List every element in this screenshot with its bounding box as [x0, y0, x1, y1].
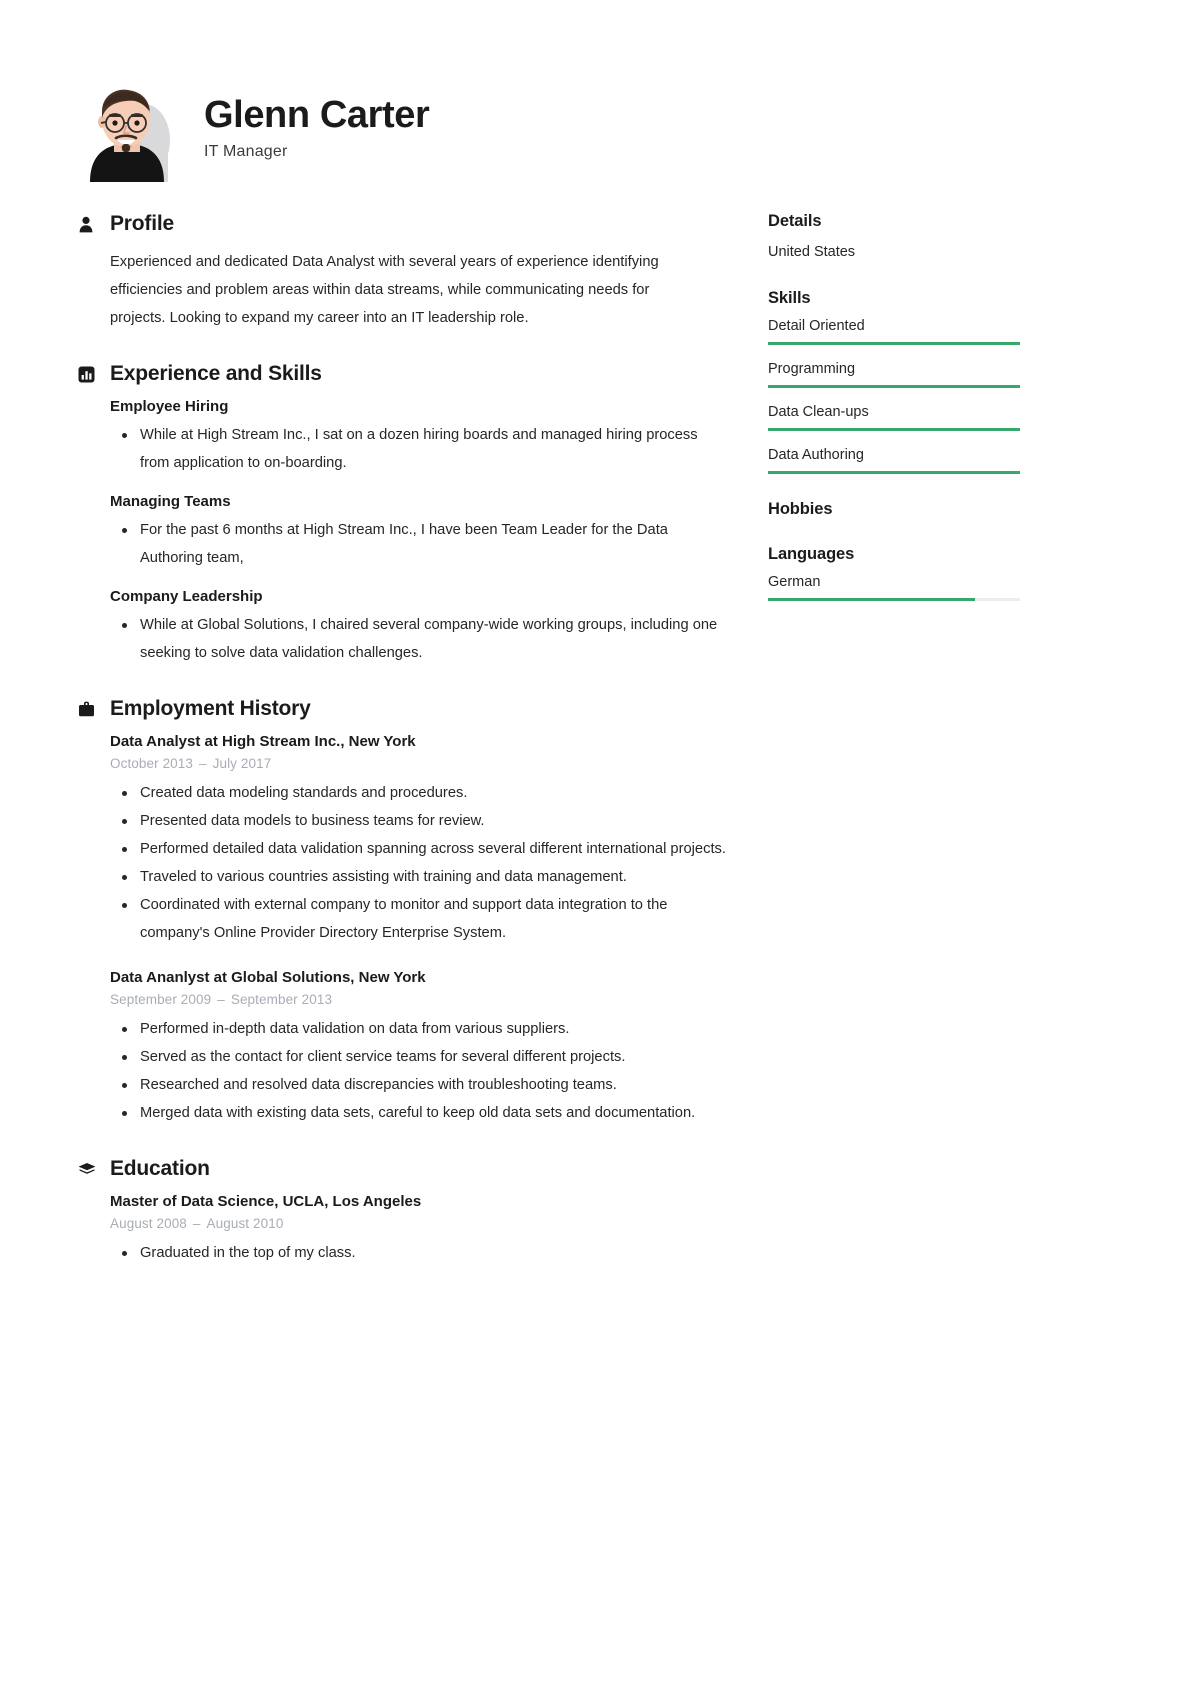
experience-bullet-list: [110, 516, 758, 572]
education-bullet-list: [110, 1239, 758, 1267]
section-title-profile: Profile: [110, 212, 174, 235]
sidebar: [768, 212, 1028, 1297]
page-title: Glenn Carter: [204, 93, 430, 136]
date-start: August 2008: [110, 1216, 187, 1231]
profile-text: Experienced and dedicated Data Analyst with several years of experience identifying efficiencies and problem areas within data streams, while communicating needs for projects. Looking to expand my career into an IT leadership role.: [110, 254, 659, 326]
section-title-education: Education: [110, 1157, 210, 1180]
date-end: August 2010: [206, 1216, 284, 1231]
avatar-illustration-icon: [76, 78, 180, 182]
list-item: While at High Stream Inc., I sat on a dozen hiring boards and managed hiring process from application to on-boarding.: [110, 421, 730, 477]
experience-block: [110, 398, 758, 477]
skills-list: [768, 318, 1028, 474]
skill-level-track: [768, 471, 1020, 474]
header-text-block: [204, 95, 429, 166]
language-label: German: [768, 574, 821, 590]
skill-label: Programming: [768, 361, 856, 377]
sidebar-title-skills: Skills: [768, 289, 811, 307]
employment-entry: [110, 969, 758, 1127]
section-header-employment-history: [78, 697, 758, 721]
date-separator: –: [192, 1216, 201, 1231]
language-level-fill: [768, 598, 975, 601]
employment-date-range: [110, 992, 758, 1007]
language-level-track: [768, 598, 1020, 601]
skill-level-fill: [768, 471, 1020, 474]
skill-level-fill: [768, 428, 1020, 431]
date-start: October 2013: [110, 756, 194, 771]
section-title-experience-skills: Experience and Skills: [110, 362, 322, 385]
section-header-education: [78, 1157, 758, 1181]
sidebar-section-languages: [768, 545, 1028, 601]
experience-block: [110, 493, 758, 572]
section-profile: [78, 212, 758, 332]
sidebar-section-hobbies: [768, 500, 1028, 519]
list-item: Merged data with existing data sets, careful to keep old data sets and documentation.: [110, 1099, 730, 1127]
resume-header: [76, 78, 429, 182]
section-employment-history: [78, 697, 758, 1127]
education-degree-title: Master of Data Science, UCLA, Los Angeles: [110, 1193, 422, 1210]
experience-block: [110, 588, 758, 667]
skill-item: [768, 447, 1028, 474]
section-header-profile: [78, 212, 758, 236]
experience-subtitle: Employee Hiring: [110, 398, 229, 415]
skill-level-fill: [768, 385, 1020, 388]
job-title: IT Manager: [204, 143, 288, 161]
bar-chart-icon: [78, 366, 100, 383]
skill-label: Data Authoring: [768, 447, 864, 463]
sidebar-title-details: Details: [768, 212, 822, 230]
experience-bullet-list: [110, 611, 758, 667]
sidebar-section-skills: [768, 289, 1028, 474]
details-country: United States: [768, 244, 856, 260]
employment-bullet-list: [110, 1015, 758, 1127]
date-end: September 2013: [230, 992, 333, 1007]
briefcase-icon: [78, 701, 100, 717]
experience-bullet-list: [110, 421, 758, 477]
sidebar-section-details: [768, 212, 1028, 263]
skill-item: [768, 318, 1028, 345]
graduation-cap-icon: [78, 1162, 100, 1176]
employment-job-title: Data Analyst at High Stream Inc., New York: [110, 733, 416, 750]
education-entry: [110, 1193, 758, 1267]
skill-level-track: [768, 385, 1020, 388]
section-title-employment-history: Employment History: [110, 697, 311, 720]
date-separator: –: [199, 756, 207, 771]
section-header-experience-skills: [78, 362, 758, 386]
section-body-experience-skills: [78, 398, 758, 667]
skill-item: [768, 404, 1028, 431]
list-item: For the past 6 months at High Stream Inc., I have been Team Leader for the Data Authoring team,: [110, 516, 730, 572]
sidebar-title-hobbies: Hobbies: [768, 500, 833, 518]
languages-list: [768, 574, 1028, 601]
list-item: Performed detailed data validation spanning across several different international projects.: [110, 835, 730, 863]
experience-subtitle: Managing Teams: [110, 493, 231, 510]
list-item: Created data modeling standards and procedures.: [110, 779, 730, 807]
list-item: Researched and resolved data discrepancies with troubleshooting teams.: [110, 1071, 730, 1099]
list-item: Graduated in the top of my class.: [110, 1239, 730, 1267]
employment-entry: [110, 733, 758, 947]
section-body-education: [78, 1193, 758, 1267]
section-body-profile: [78, 248, 758, 332]
skill-label: Data Clean-ups: [768, 404, 869, 420]
list-item: While at Global Solutions, I chaired several company-wide working groups, including one seeking to solve data validation challenges.: [110, 611, 730, 667]
list-item: Presented data models to business teams for review.: [110, 807, 730, 835]
employment-date-range: [110, 756, 758, 771]
sidebar-title-languages: Languages: [768, 545, 855, 563]
employment-bullet-list: [110, 779, 758, 947]
list-item: Performed in-depth data validation on data from various suppliers.: [110, 1015, 730, 1043]
date-end: July 2017: [212, 756, 272, 771]
skill-level-fill: [768, 342, 1020, 345]
list-item: Traveled to various countries assisting with training and data management.: [110, 863, 730, 891]
date-separator: –: [217, 992, 225, 1007]
skill-label: Detail Oriented: [768, 318, 865, 334]
date-start: September 2009: [110, 992, 212, 1007]
skill-level-track: [768, 428, 1020, 431]
section-experience-skills: [78, 362, 758, 667]
list-item: Coordinated with external company to monitor and support data integration to the company's Online Provider Directory Enterprise System.: [110, 891, 730, 947]
experience-subtitle: Company Leadership: [110, 588, 263, 605]
section-body-employment-history: [78, 733, 758, 1127]
resume-body: [0, 212, 1195, 1297]
employment-job-title: Data Ananlyst at Global Solutions, New York: [110, 969, 426, 986]
language-item: [768, 574, 1028, 601]
section-education: [78, 1157, 758, 1267]
avatar: [76, 78, 180, 182]
list-item: Served as the contact for client service teams for several different projects.: [110, 1043, 730, 1071]
skill-item: [768, 361, 1028, 388]
education-date-range: [110, 1216, 758, 1231]
skill-level-track: [768, 342, 1020, 345]
person-icon: [78, 216, 100, 233]
main-column: [78, 212, 758, 1297]
